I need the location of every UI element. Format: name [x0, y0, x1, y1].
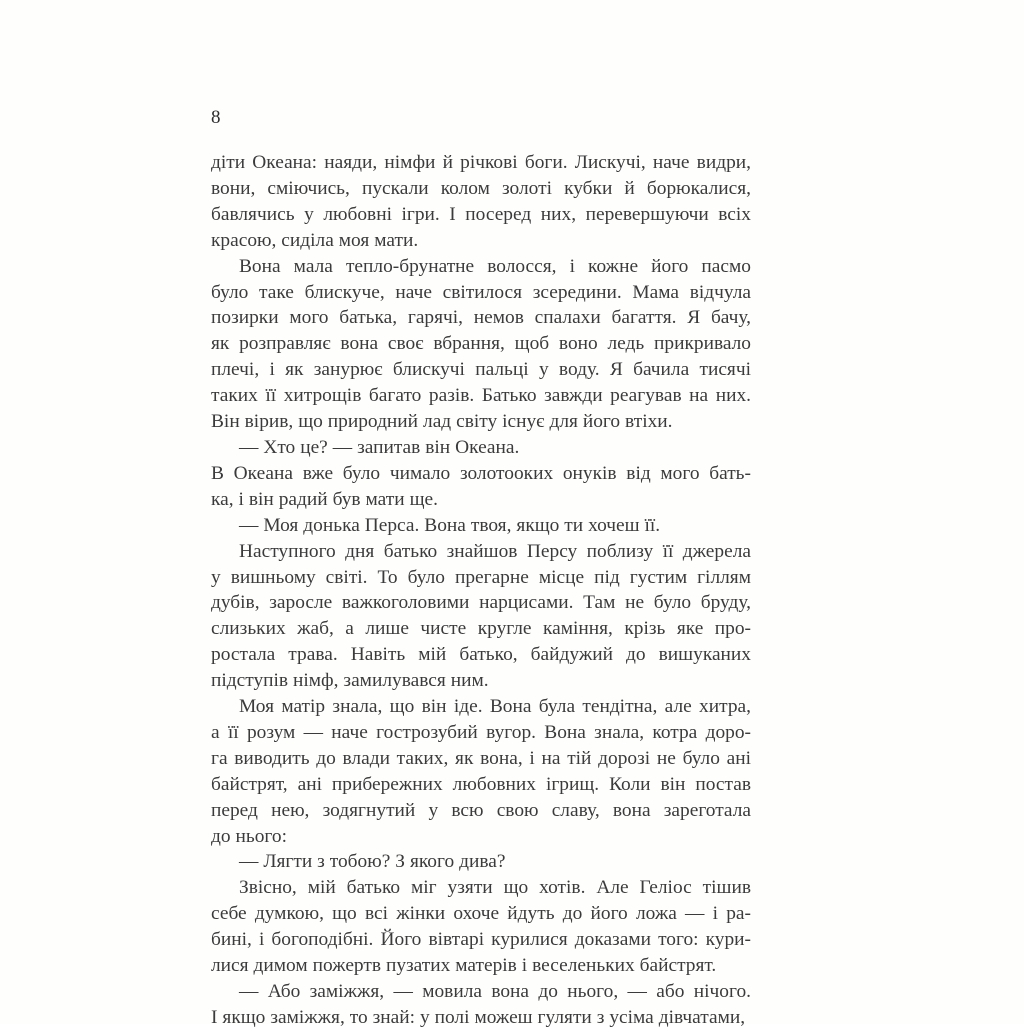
text-line: — Лягти з тобою? З якого дива? — [239, 851, 506, 873]
paragraph — [211, 979, 751, 1031]
text-line: слизьких жаб, а лише чисте кругле каміння, крізь яке про- — [211, 618, 751, 640]
text-line: — Хто це? — запитав він Океана. — [239, 436, 520, 458]
text-line: було таке блискуче, наче світилося зсередини. Мама відчула — [211, 281, 751, 303]
paragraph — [211, 513, 751, 539]
text-line: га виводить до влади таких, як вона, і на тій дорозі не було ані — [211, 747, 751, 769]
text-line: а її розум — наче гострозубий вугор. Вона знала, котра доро- — [211, 721, 751, 743]
text-line: красою, сиділа моя мати. — [211, 229, 419, 251]
text-line: І якщо заміжжя, то знай: у полі можеш гуляти з усіма дівчатами, — [211, 1006, 746, 1028]
paragraph — [211, 849, 751, 875]
text-line: діти Океана: наяди, німфи й річкові боги. Лискучі, наче видри, — [211, 152, 751, 173]
paragraph — [211, 150, 751, 254]
text-line: Звісно, мій батько міг узяти що хотів. Але Геліос тішив — [239, 877, 751, 899]
text-line: ростала трава. Навіть мій батько, байдужий до вишуканих — [211, 644, 751, 666]
text-line: Він вірив, що природний лад світу існує для його втіхи. — [211, 411, 673, 433]
text-line: Вона мала тепло-брунатне волосся, і кожне його пасмо — [239, 255, 751, 277]
text-line: плечі, і як занурює блискучі пальці у воду. Я бачила тисячі — [211, 359, 751, 381]
text-line: до нього: — [211, 825, 287, 847]
text-line: як розправляє вона своє вбрання, щоб воно ледь прикривало — [211, 333, 751, 355]
paragraph — [211, 461, 751, 513]
text-line: ка, і він радий був мати ще. — [211, 488, 438, 510]
paragraph — [211, 435, 751, 461]
text-line: В Океана вже було чимало золотооких онуків від мого бать- — [211, 462, 751, 484]
text-line: позирки мого батька, гарячі, немов спалахи багаття. Я бачу, — [211, 307, 751, 329]
text-line: — Або заміжжя, — мовила вона до нього, — або нічого. — [239, 981, 751, 1002]
text-line: бині, і богоподібні. Його вівтарі курилися доказами того: кури- — [211, 929, 751, 951]
text-line: підступів німф, замилувався ним. — [211, 670, 489, 692]
page-number: 8 — [211, 107, 221, 128]
text-line: таких її хитрощів багато разів. Батько завжди реагував на них. — [211, 385, 751, 407]
text-line: перед нею, зодягнутий у всю свою славу, вона зареготала — [211, 799, 751, 821]
text-line: Наступного дня батько знайшов Персу поблизу її джерела — [239, 540, 751, 562]
text-line: вони, сміючись, пускали колом золоті кубки й борюкалися, — [211, 177, 751, 199]
paragraph — [211, 875, 751, 979]
text-line: себе думкою, що всі жінки охоче йдуть до його ложа — і ра- — [211, 903, 751, 925]
text-line: у вишньому світі. То було прегарне місце під густим гіллям — [211, 566, 751, 588]
text-line: дубів, заросле важкоголовими нарцисами. Там не було бруду, — [211, 592, 751, 614]
paragraph — [211, 694, 751, 849]
paragraph — [211, 254, 751, 435]
text-line: байстрят, ані прибережних любовних ігрищ. Коли він постав — [211, 773, 751, 795]
body-text-block — [211, 150, 751, 1031]
paragraph — [211, 539, 751, 694]
text-line: лися димом пожертв пузатих матерів і веселеньких байстрят. — [211, 955, 717, 977]
text-line: Моя матір знала, що він іде. Вона була тендітна, але хитра, — [239, 696, 751, 718]
text-line: бавлячись у любовні ігри. І посеред них, перевершуючи всіх — [211, 203, 751, 225]
text-line: — Моя донька Перса. Вона твоя, якщо ти хочеш її. — [239, 514, 661, 536]
